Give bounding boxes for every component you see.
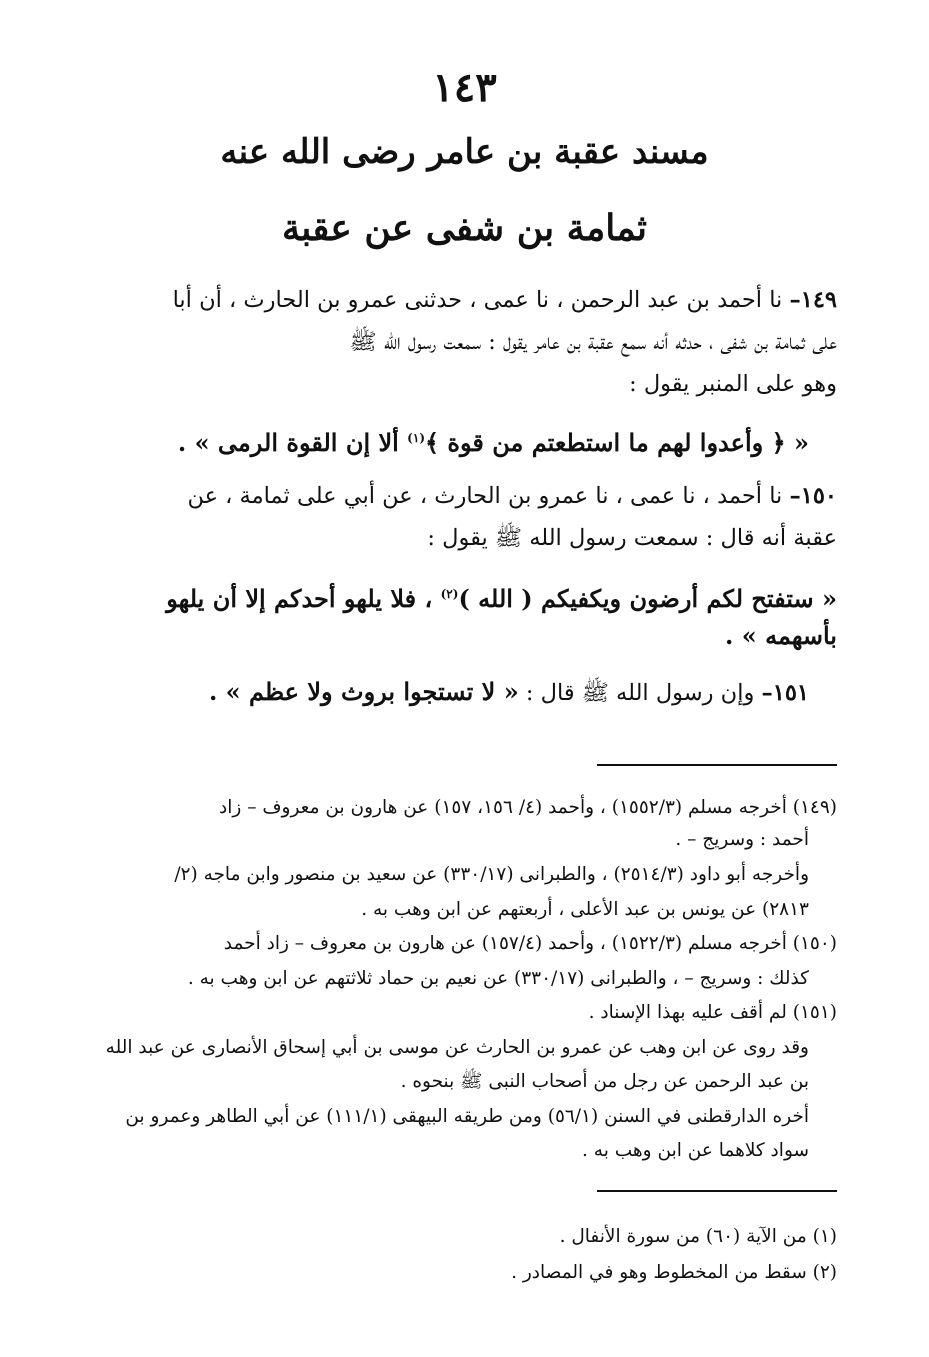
hadith-number: ١٥٠– (789, 483, 837, 509)
takhrij-line: وأخرجه أبو داود (٢٥١٤/٣) ، والطبرانى (٣٣٠/١٧) عن سعيد بن منصور وابن ماجه (٢/ (174, 864, 809, 885)
separator-rule (597, 1190, 837, 1192)
footnote-ref: (٢) (440, 587, 459, 601)
takhrij-line: (١٥٠) أخرجه مسلم (١٥٢٢/٣) ، وأحمد (١٥٧/٤) عن هارون بن معروف – زاد أحمد (223, 933, 837, 954)
hadith-quote-rest: ، فلا يلهو أحدكم إلا أن يلهو (166, 584, 441, 613)
takhrij-line: (١٤٩) أخرجه مسلم (١٥٥٢/٣) ، وأحمد (٤/ ١٥٦، ١٥٧) عن هارون بن معروف – زاد (219, 797, 837, 818)
takhrij-line: ٢٨١٣) عن يونس بن عبد الأعلى ، أربعتهم عن ابن وهب به . (361, 899, 809, 920)
hadith-151-line (92, 674, 809, 711)
hadith-quote: « لا تستجوا بروث ولا عظم » . (208, 677, 519, 706)
hadith-quote-rest: ألا إن القوة الرمى » . (177, 428, 408, 457)
hadith-150-line-2: عقبة أنه قال : سمعت رسول الله ﷺ يقول : (427, 525, 837, 551)
hadith-149-line-2: على ثمامة بن شفى ، حدثه أنه سمع عقبة بن عامر يقول : سمعت رسول الله ﷺ (349, 329, 837, 355)
takhrij-line: أحمد : وسريج – . (675, 829, 809, 850)
separator-rule (597, 764, 837, 766)
hadith-quote: « ﴿ وأعدوا لهم ما استطعتم من قوة ﴾ (425, 428, 809, 457)
section-heading: مسند عقبة بن عامر رضى الله عنه (220, 132, 709, 172)
hadith-text: نا أحمد ، نا عمى ، نا عمرو بن الحارث ، عن أبي على ثمامة ، عن (187, 483, 783, 509)
hadith-number: ١٤٩– (789, 287, 837, 313)
footnote: (١) من الآية (٦٠) من سورة الأنفال . (559, 1226, 837, 1247)
hadith-149-quote (92, 420, 809, 461)
takhrij-line: وقد روى عن ابن وهب عن عمرو بن الحارث عن موسى بن أبي إسحاق الأنصارى عن عبد الله (105, 1037, 809, 1058)
section-subheading: ثمامة بن شفى عن عقبة (281, 207, 648, 249)
hadith-number: ١٥١– (761, 680, 809, 706)
footnote-ref: (١) (407, 431, 425, 445)
hadith-149-line-1 (92, 282, 837, 318)
takhrij-line: بن عبد الرحمن عن رجل من أصحاب النبى ﷺ بنحوه . (400, 1071, 809, 1092)
page-number: ١٤٣ (432, 64, 497, 111)
takhrij-line: سواد كلاهما عن ابن وهب به . (582, 1140, 809, 1161)
hadith-text: وإن رسول الله ﷺ قال : (518, 680, 755, 706)
hadith-text: نا أحمد بن عبد الرحمن ، نا عمى ، حدثنى عمرو بن الحارث ، أن أبا (172, 287, 783, 313)
takhrij-line: (١٥١) لم أقف عليه بهذا الإسناد . (588, 1002, 837, 1023)
takhrij-line: أخره الدارقطنى في السنن (٥٦/١) ومن طريقه البيهقى (١١١/١) عن أبي الطاهر وعمرو بن (125, 1106, 809, 1127)
hadith-149-line-3: وهو على المنبر يقول : (629, 371, 837, 397)
hadith-150-quote-line-2: بأسهمه » . (725, 621, 837, 650)
hadith-quote: « ستفتح لكم أرضون ويكفيكم ( الله ) (458, 584, 837, 613)
hadith-150-quote-line-1 (92, 576, 837, 617)
hadith-150-line-1 (92, 478, 837, 514)
footnote: (٢) سقط من المخطوط وهو في المصادر . (511, 1262, 837, 1283)
takhrij-line: كذلك : وسريج – ، والطبرانى (٣٣٠/١٧) عن نعيم بن حماد ثلاثتهم عن ابن وهب به . (187, 968, 809, 989)
